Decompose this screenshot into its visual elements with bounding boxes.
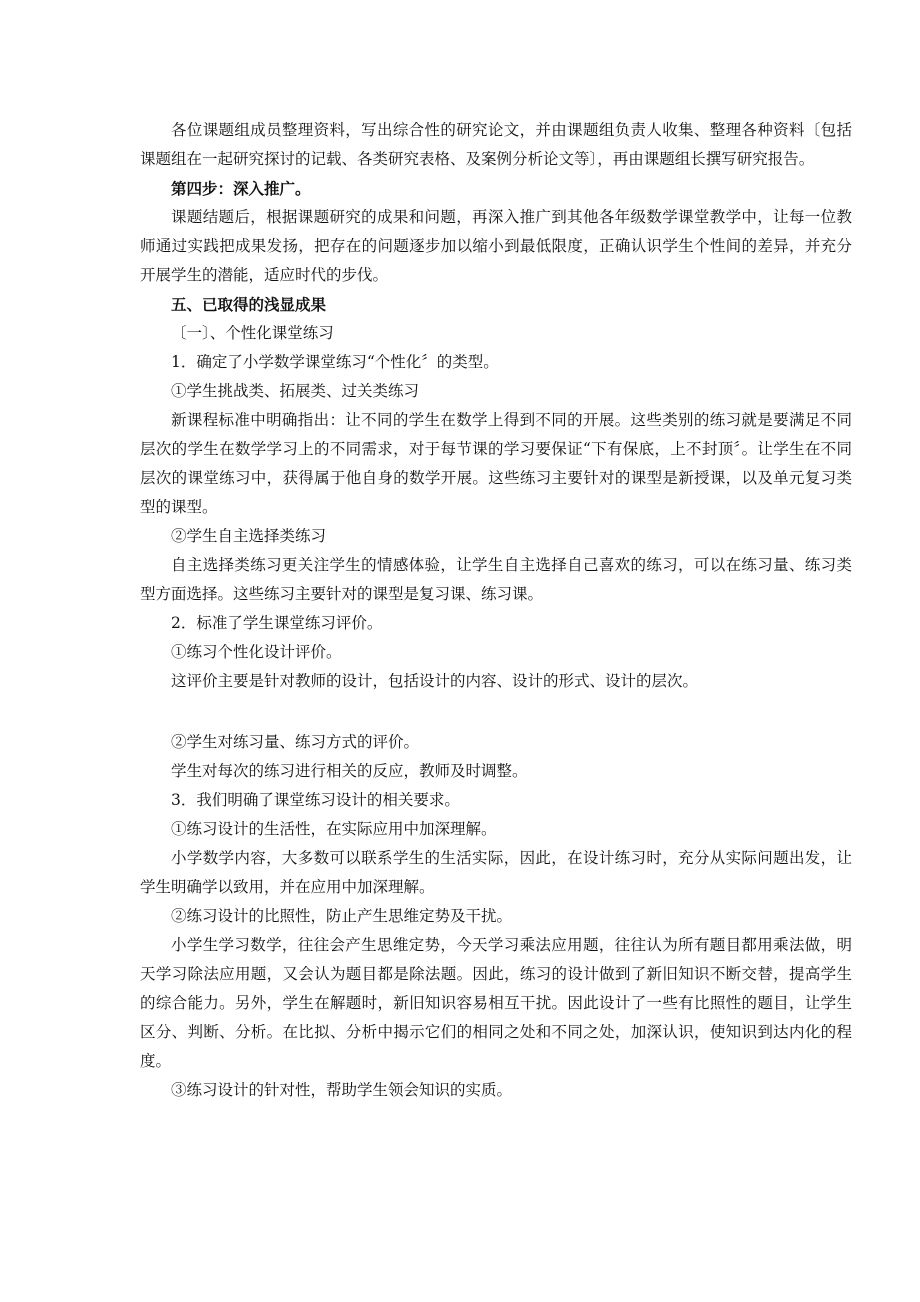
subitem-life-relevance: ①练习设计的生活性，在实际应用中加深理解。	[171, 820, 497, 838]
paragraph-student-feedback: 学生对每次的练习进行相关的反应，教师及时调整。	[171, 762, 528, 780]
paragraph-gap	[140, 696, 852, 728]
paragraph-life-relevance: 小学数学内容，大多数可以联系学生的生活实际，因此，在设计练习时，充分从实际问题出发，让学生明确学以致用，并在应用中加深理解。	[140, 849, 852, 896]
document-body	[140, 116, 852, 1105]
item-1-types: 1．确定了小学数学课堂练习“个性化〞的类型。	[171, 353, 499, 371]
paragraph-research-papers: 各位课题组成员整理资料，写出综合性的研究论文，并由课题组负责人收集、整理各种资料〔包括课题组在一起研究探讨的记载、各类研究表格、及案例分析论文等〕，再由课题组长撰写研究报告。	[140, 121, 852, 168]
subitem-contrast: ②练习设计的比照性，防止产生思维定势及干扰。	[171, 907, 513, 925]
heading-step-four: 第四步：深入推广。	[171, 179, 311, 198]
paragraph-promotion: 课题结题后，根据课题研究的成果和问题，再深入推广到其他各年级数学课堂教学中，让每一位教师通过实践把成果发扬，把存在的问题逐步加以缩小到最低限度，正确认识学生个性间的差异，并充分开展学生的潜能，适应时代的步伐。	[140, 208, 852, 284]
subitem-self-selected-practice: ②学生自主选择类练习	[171, 527, 327, 545]
heading-section-five: 五、已取得的浅显成果	[171, 295, 327, 314]
item-2-evaluation: 2．标准了学生课堂练习评价。	[171, 614, 383, 632]
subheading-personalized-practice: 〔一〕、个性化课堂练习	[171, 324, 334, 342]
subitem-targeted: ③练习设计的针对性，帮助学生领会知识的实质。	[171, 1081, 513, 1099]
paragraph-curriculum-standard: 新课程标准中明确指出：让不同的学生在数学上得到不同的开展。这些类别的练习就是要满足不同层次的学生在数学学习上的不同需求，对于每节课的学习要保证“下有保底，上不封顶〞。让学生在不同层次的课堂练习中，获得属于他自身的数学开展。这些练习主要针对的课型是新授课，以及单元复习类型的课型。	[140, 411, 852, 516]
paragraph-self-selected: 自主选择类练习更关注学生的情感体验，让学生自主选择自己喜欢的练习，可以在练习量、练习类型方面选择。这些练习主要针对的课型是复习课、练习课。	[140, 556, 852, 603]
subitem-design-evaluation: ①练习个性化设计评价。	[171, 643, 342, 661]
subitem-challenge-practice: ①学生挑战类、拓展类、过关类练习	[171, 382, 420, 400]
item-3-requirements: 3．我们明确了课堂练习设计的相关要求。	[171, 791, 460, 809]
paragraph-contrast: 小学生学习数学，往往会产生思维定势，今天学习乘法应用题，往往认为所有题目都用乘法做，明天学习除法应用题，又会认为题目都是除法题。因此，练习的设计做到了新旧知识不断交替，提高学生的综合能力。另外，学生在解题时，新旧知识容易相互干扰。因此设计了一些有比照性的题目，让学生区分、判断、分析。在比拟、分析中揭示它们的相同之处和不同之处，加深认识，使知识到达内化的程度。	[140, 936, 852, 1070]
paragraph-design-evaluation: 这评价主要是针对教师的设计，包括设计的内容、设计的形式、设计的层次。	[171, 672, 699, 690]
subitem-student-evaluation: ②学生对练习量、练习方式的评价。	[171, 733, 420, 751]
